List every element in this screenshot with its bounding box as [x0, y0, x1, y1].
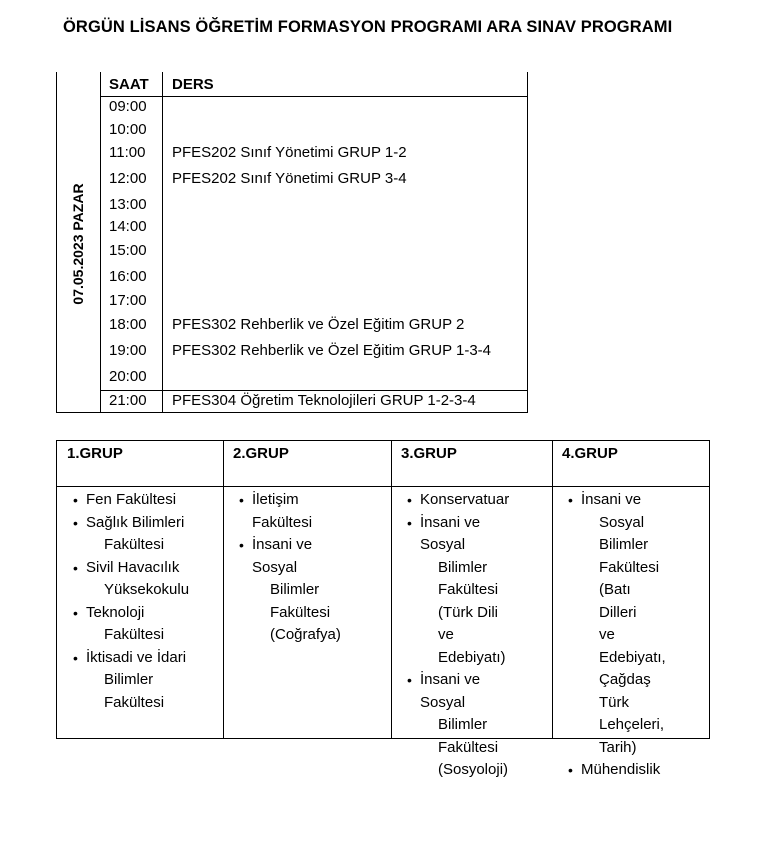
- list-item-line: Fakültesi: [270, 603, 331, 621]
- date-label: 07.05.2023 PAZAR: [70, 183, 86, 305]
- list-item-line: Yüksekokulu: [104, 581, 190, 598]
- group-list-item: [57, 647, 189, 715]
- group-list-item: [57, 512, 189, 557]
- list-item-line: (Coğrafya): [270, 626, 341, 643]
- group-header: 4.GRUP: [562, 445, 618, 462]
- group-list-item: [552, 489, 666, 759]
- row-time: 13:00: [109, 196, 147, 213]
- row-course: PFES302 Rehberlik ve Özel Eğitim GRUP 1-3-4: [172, 342, 492, 359]
- row-time: 16:00: [109, 268, 147, 285]
- list-item-line: • İletişim Fakültesi: [252, 491, 313, 531]
- group-list-item: [57, 557, 189, 602]
- groups-header-divider: [57, 486, 709, 487]
- row-course: PFES202 Sınıf Yönetimi GRUP 1-2: [172, 144, 407, 161]
- group-list-item: [57, 489, 189, 512]
- list-item-line: Fakültesi: [599, 558, 660, 576]
- header-time: SAAT: [109, 76, 149, 93]
- list-item-line: (Türk Dili ve: [438, 603, 498, 643]
- date-label-cell: [57, 72, 100, 412]
- row-time: 11:00: [109, 144, 146, 161]
- group-list-item: [391, 489, 509, 512]
- header-divider: [100, 96, 527, 97]
- group-header: 1.GRUP: [67, 445, 123, 462]
- list-item-line: (Sosyoloji): [438, 761, 509, 778]
- group-list-item: [391, 512, 509, 670]
- time-column-divider: [162, 72, 163, 412]
- list-item-line: Fakültesi: [438, 581, 499, 598]
- schedule-table: [56, 72, 528, 413]
- list-item-line: • İnsani ve Sosyal: [420, 671, 481, 711]
- list-item-line: Çağdaş Türk: [599, 671, 651, 711]
- row-time: 10:00: [109, 121, 147, 138]
- date-column-divider: [100, 72, 101, 412]
- list-item-line: Bilimler: [599, 536, 649, 553]
- row-course: PFES302 Rehberlik ve Özel Eğitim GRUP 2: [172, 316, 465, 333]
- page-title: ÖRGÜN LİSANS ÖĞRETİM FORMASYON PROGRAMI ARA SINAV PROGRAMI: [63, 18, 673, 36]
- header-course: DERS: [172, 76, 214, 93]
- list-item-line: ve Edebiyatı,: [599, 626, 666, 666]
- list-item-line: • Sivil Havacılık: [86, 558, 180, 576]
- group-list: [223, 489, 341, 647]
- row-time: 12:00: [109, 170, 147, 187]
- list-item-line: Edebiyatı): [438, 648, 506, 666]
- list-item-line: Bilimler: [438, 558, 488, 576]
- list-item-line: • Konservatuar: [420, 491, 510, 508]
- row-time: 18:00: [109, 316, 147, 333]
- row-time: 20:00: [109, 368, 147, 385]
- row-time: 19:00: [109, 342, 147, 359]
- row-time: 17:00: [109, 292, 147, 309]
- list-item-line: • İnsani ve Sosyal: [252, 536, 313, 576]
- list-item-line: Sosyal: [599, 513, 645, 531]
- row-time: 14:00: [109, 218, 147, 235]
- list-item-line: • İnsani ve: [581, 491, 642, 508]
- groups-table: [56, 440, 710, 778]
- group-list: [552, 489, 666, 782]
- group-list-item: [552, 759, 666, 782]
- list-item-line: • İnsani ve Sosyal: [420, 513, 481, 553]
- row-time: 15:00: [109, 242, 147, 259]
- group-list-item: [223, 489, 341, 534]
- list-item-line: • Fen Fakültesi: [86, 491, 177, 508]
- group-header: 3.GRUP: [401, 445, 457, 462]
- list-item-line: Fakültesi: [104, 536, 165, 553]
- list-item-line: Fakültesi: [104, 626, 165, 643]
- list-item-line: Bilimler: [438, 716, 488, 733]
- list-item-line: • Teknoloji: [86, 603, 145, 621]
- row-time: 09:00: [109, 98, 147, 115]
- row-course: PFES304 Öğretim Teknolojileri GRUP 1-2-3-4: [172, 392, 476, 409]
- list-item-line: • İktisadi ve İdari: [86, 648, 187, 666]
- list-item-line: (Batı Dilleri: [599, 581, 637, 621]
- row-course: PFES202 Sınıf Yönetimi GRUP 3-4: [172, 170, 407, 187]
- list-item-line: • Mühendislik: [581, 761, 661, 778]
- list-item-line: • Sağlık Bilimleri: [86, 513, 185, 531]
- group-list-item: [223, 534, 341, 647]
- last-row-divider: [100, 390, 527, 391]
- list-item-line: Tarih): [599, 738, 637, 756]
- row-time: 21:00: [109, 392, 147, 409]
- group-list: [57, 489, 189, 714]
- list-item-line: Bilimler: [270, 581, 320, 598]
- group-list-item: [391, 669, 509, 782]
- list-item-line: Fakültesi: [104, 693, 165, 711]
- group-list: [391, 489, 509, 782]
- group-header: 2.GRUP: [233, 445, 289, 462]
- list-item-line: Fakültesi: [438, 738, 499, 756]
- group-list-item: [57, 602, 189, 647]
- list-item-line: Bilimler: [104, 671, 154, 688]
- list-item-line: Lehçeleri,: [599, 716, 665, 733]
